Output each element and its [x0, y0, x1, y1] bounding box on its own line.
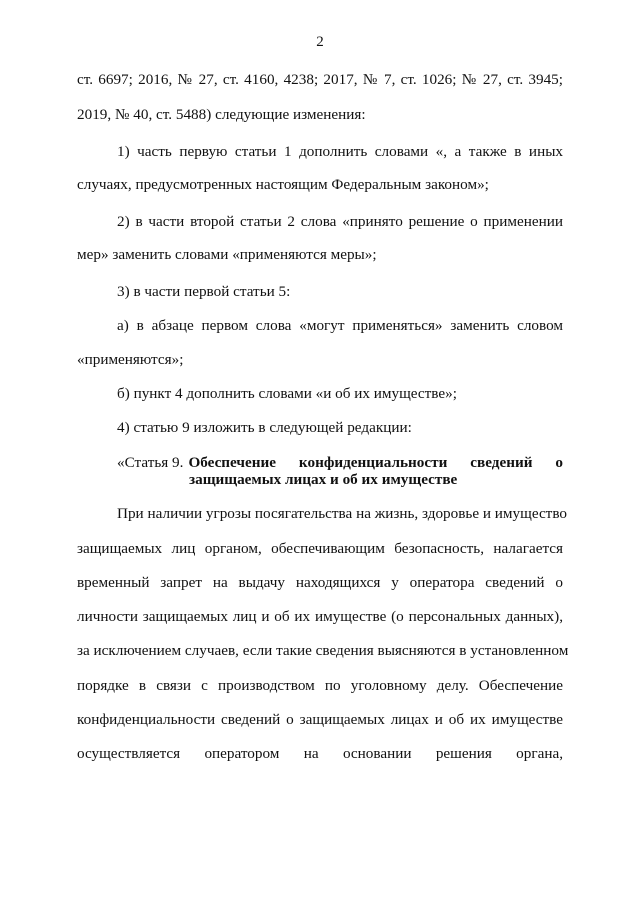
text-line: 1) часть первую статьи 1 дополнить словами «, а также в иных: [117, 143, 563, 160]
body-line: осуществляется оператором на основании решения органа,: [77, 745, 563, 762]
text-line: ст. 6697; 2016, № 27, ст. 4160, 4238; 2017, № 7, ст. 1026; № 27, ст. 3945;: [77, 71, 563, 88]
article-label: «Статья 9.: [117, 454, 184, 471]
text-line: мер» заменить словами «применяются меры»;: [77, 246, 377, 263]
body-line: защищаемых лиц органом, обеспечивающим безопасность, налагается: [77, 540, 563, 557]
body-line: конфиденциальности сведений о защищаемых лицах и об их имуществе: [77, 711, 563, 728]
article-title-line2: защищаемых лицах и об их имуществе: [189, 471, 458, 488]
text-line: а) в абзаце первом слова «могут применяться» заменить словом: [117, 317, 563, 334]
body-line: порядке в связи с производством по уголовному делу. Обеспечение: [77, 677, 563, 694]
text-line: б) пункт 4 дополнить словами «и об их имуществе»;: [117, 385, 457, 402]
body-line: временный запрет на выдачу находящихся у оператора сведений о: [77, 574, 563, 591]
text-line: 2) в части второй статьи 2 слова «принято решение о применении: [117, 213, 563, 230]
body-line: за исключением случаев, если такие сведения выясняются в установленном: [77, 642, 569, 659]
text-line: 2019, № 40, ст. 5488) следующие изменения:: [77, 106, 366, 123]
text-line: 4) статью 9 изложить в следующей редакции:: [117, 419, 412, 436]
article-heading: [117, 454, 563, 488]
page-number: 2: [316, 34, 324, 50]
text-line: «применяются»;: [77, 351, 184, 368]
body-line: При наличии угрозы посягательства на жизнь, здоровье и имущество: [117, 505, 567, 522]
body-line: личности защищаемых лиц и об их имуществе (о персональных данных),: [77, 608, 563, 625]
text-line: 3) в части первой статьи 5:: [117, 283, 291, 300]
text-line: случаях, предусмотренных настоящим Федеральным законом»;: [77, 176, 489, 193]
article-title-line1: Обеспечение конфиденциальности сведений о: [188, 454, 563, 471]
